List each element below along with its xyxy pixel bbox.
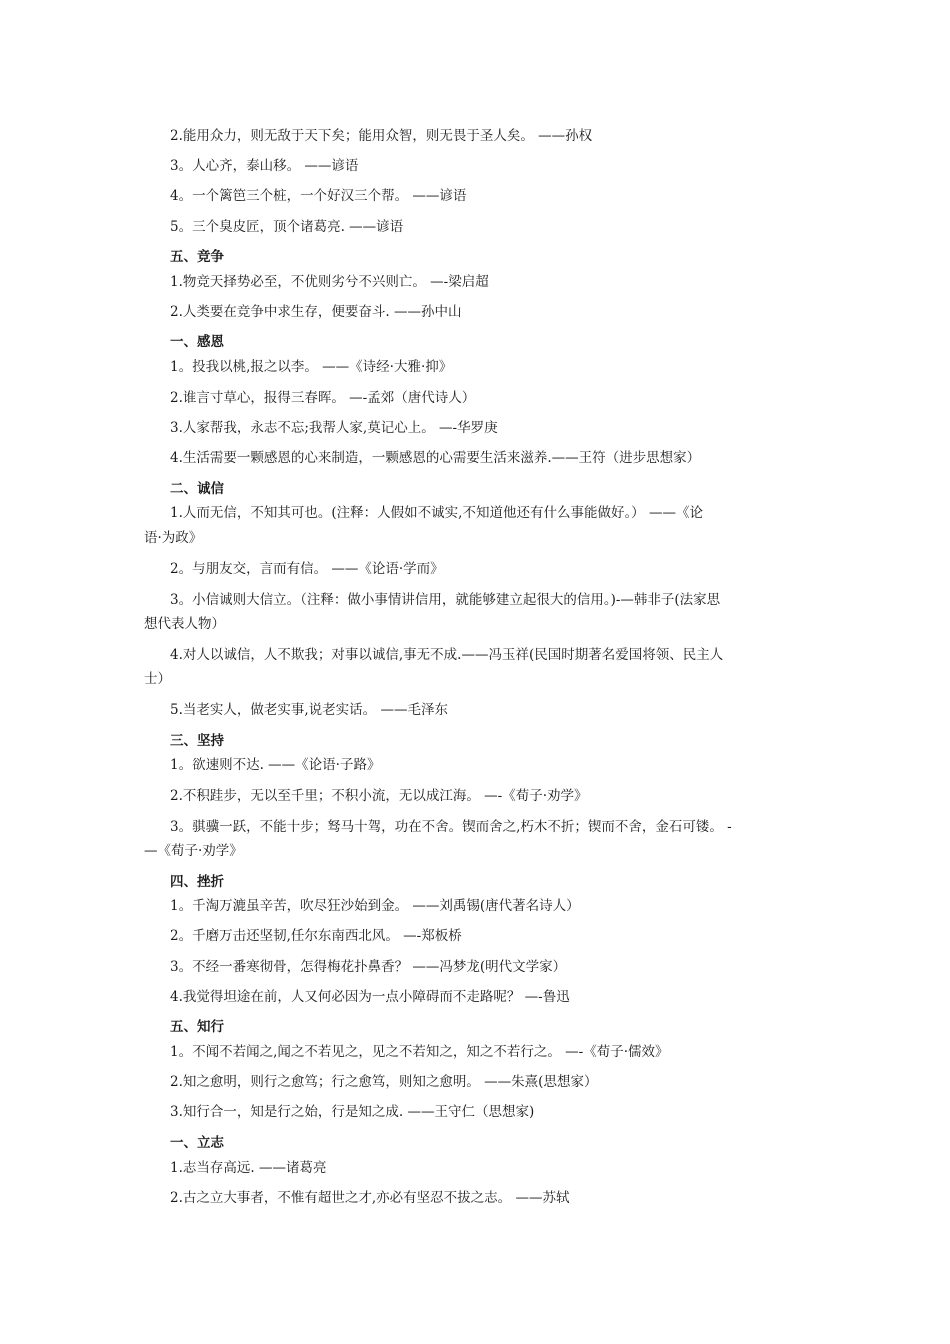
quote-line: 2.不积跬步，无以至千里；不积小流，无以成江海。 —-《荀子·劝学》	[170, 788, 588, 804]
quote-line: 2.古之立大事者，不惟有超世之才,亦必有坚忍不拔之志。 ——苏轼	[170, 1190, 570, 1206]
quote-line: 1.物竞天择势必至，不优则劣兮不兴则亡。 —-梁启超	[170, 274, 489, 290]
quote-line: 5.当老实人，做老实事,说老实话。 ——毛泽东	[170, 702, 448, 718]
section-heading: 一、立志	[170, 1135, 224, 1151]
quote-line-continued: 士）	[144, 671, 171, 687]
quote-line: 4。一个篱笆三个桩，一个好汉三个帮。 ——谚语	[170, 188, 467, 204]
quote-line: 2.人类要在竞争中求生存，便要奋斗. ——孙中山	[170, 304, 462, 320]
quote-line-continued: 想代表人物）	[144, 616, 225, 632]
quote-line: 3。不经一番寒彻骨，怎得梅花扑鼻香？ ——冯梦龙(明代文学家）	[170, 959, 567, 975]
quote-line: 3。小信诚则大信立。（注释：做小事情讲信用，就能够建立起很大的信用。)-—韩非子(法家思	[170, 592, 721, 608]
quote-line: 2.谁言寸草心，报得三春晖。 —-孟郊（唐代诗人）	[170, 390, 476, 406]
quote-line: 2.知之愈明，则行之愈笃；行之愈笃，则知之愈明。 ——朱熹(思想家）	[170, 1074, 598, 1090]
quote-line: 1。不闻不若闻之,闻之不若见之，见之不若知之，知之不若行之。 —-《荀子·儒效》	[170, 1044, 669, 1060]
quote-line: 3。骐骥一跃，不能十步；驽马十驾，功在不舍。锲而舍之,朽木不折；锲而不舍，金石可镂。 -	[170, 819, 732, 835]
quote-line-continued: 语·为政》	[144, 530, 203, 546]
section-heading: 二、诚信	[170, 481, 224, 497]
quote-line: 4.对人以诚信，人不欺我；对事以诚信,事无不成.——冯玉祥(民国时期著名爱国将领、民主人	[170, 647, 724, 663]
section-heading: 四、挫折	[170, 874, 224, 890]
quote-line: 4.我觉得坦途在前，人又何必因为一点小障碍而不走路呢？ —-鲁迅	[170, 989, 570, 1005]
quote-line: 4.生活需要一颗感恩的心来制造，一颗感恩的心需要生活来滋养.——王符（进步思想家）	[170, 450, 701, 466]
quote-line: 2.能用众力，则无敌于天下矣；能用众智，则无畏于圣人矣。 ——孙权	[170, 128, 593, 144]
quote-line: 5。三个臭皮匠，顶个诸葛亮. ——谚语	[170, 219, 404, 235]
section-heading: 一、感恩	[170, 334, 224, 350]
section-heading: 五、知行	[170, 1019, 224, 1035]
quote-line: 1。千淘万漉虽辛苦，吹尽狂沙始到金。 ——刘禹锡(唐代著名诗人）	[170, 898, 580, 914]
quote-line: 1.志当存高远. ——诸葛亮	[170, 1160, 327, 1176]
quote-line-continued: —《荀子·劝学》	[144, 843, 243, 859]
quote-line: 3。人心齐，泰山移。 ——谚语	[170, 158, 359, 174]
section-heading: 五、竞争	[170, 249, 224, 265]
quote-line: 2。千磨万击还坚韧,任尔东南西北风。 —-郑板桥	[170, 928, 462, 944]
quote-line: 2。与朋友交，言而有信。 ——《论语·学而》	[170, 561, 444, 577]
quote-line: 1.人而无信，不知其可也。(注释：人假如不诚实,不知道他还有什么事能做好。） ——《论	[170, 505, 703, 521]
quote-line: 1。投我以桃,报之以李。 ——《诗经·大雅·抑》	[170, 359, 453, 375]
quote-line: 3.人家帮我，永志不忘;我帮人家,莫记心上。 —-华罗庚	[170, 420, 498, 436]
quote-line: 1。欲速则不达. ——《论语·子路》	[170, 757, 381, 773]
quote-line: 3.知行合一，知是行之始，行是知之成. ——王守仁（思想家)	[170, 1104, 535, 1120]
section-heading: 三、坚持	[170, 733, 224, 749]
